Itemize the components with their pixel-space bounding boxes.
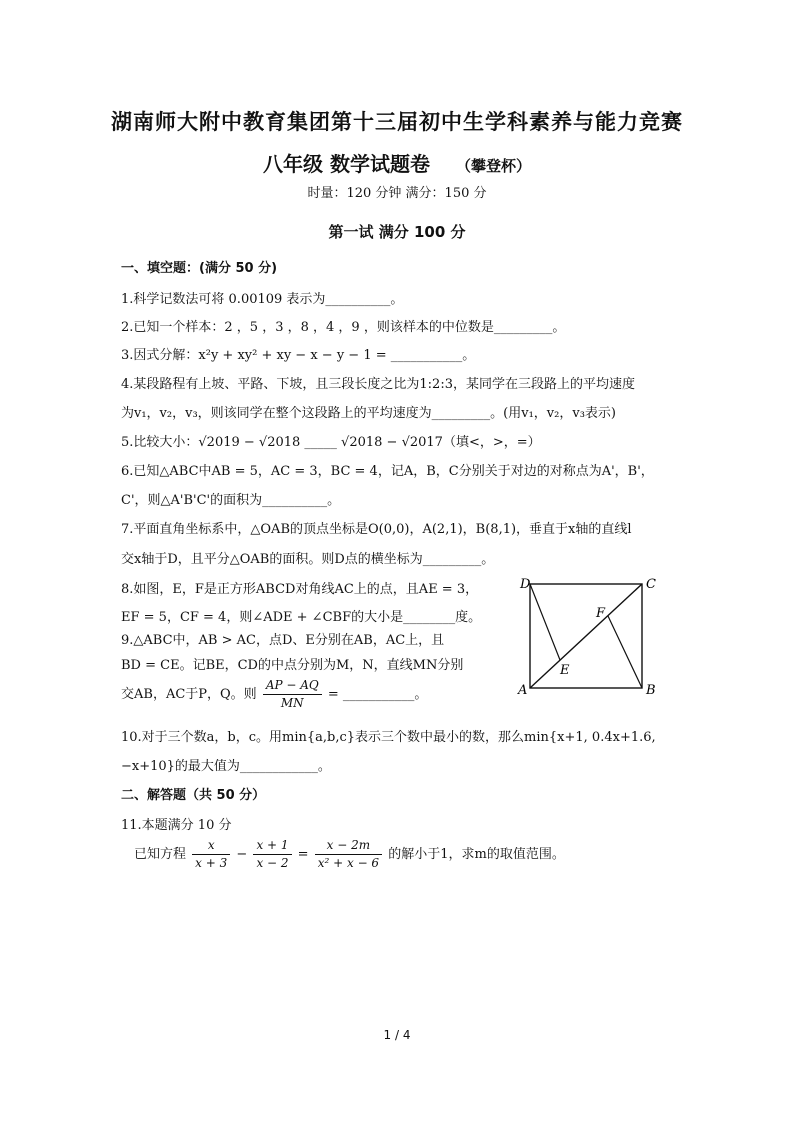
segment-de xyxy=(530,584,560,660)
label-c: C xyxy=(646,577,656,592)
label-f: F xyxy=(596,606,606,621)
question-10-line-2: −x+10}的最大值为____________。 xyxy=(121,759,331,774)
question-7-line-1: 7.平面直角坐标系中，△OAB的顶点坐标是O(0,0)，A(2,1)，B(8,1)，垂直于x轴的直线l xyxy=(121,522,632,537)
question-11-equation xyxy=(134,837,565,872)
q9-prefix: 交AB，AC于P，Q。则 xyxy=(121,687,257,702)
question-9-line-3 xyxy=(121,677,427,712)
q9-fraction xyxy=(263,677,322,712)
q11-minus: − xyxy=(236,847,248,862)
page-number: 1 / 4 xyxy=(383,1028,411,1042)
diagonal-ac xyxy=(530,584,642,688)
question-7-line-2: 交x轴于D，且平分△OAB的面积。则D点的横坐标为_________。 xyxy=(121,552,495,567)
q9-denominator: MN xyxy=(280,696,304,710)
grade-subject: 八年级 数学试题卷 xyxy=(263,152,430,176)
label-d: D xyxy=(520,577,531,592)
question-6-line-2: C'，则△A'B'C'的面积为__________。 xyxy=(121,493,341,508)
q11-frac-1-num: x xyxy=(192,837,230,855)
q11-equals: = xyxy=(297,847,309,862)
label-a: A xyxy=(518,683,528,698)
question-11-header: 11.本题满分 10 分 xyxy=(121,818,232,833)
part-heading: 第一试 满分 100 分 xyxy=(328,223,466,241)
segment-bf xyxy=(608,616,642,688)
question-6-line-1: 6.已知△ABC中AB = 5，AC = 3，BC = 4，记A，B，C分别关于对边的对称点为A'，B'， xyxy=(121,464,654,479)
q11-frac-2 xyxy=(253,837,291,872)
question-5: 5.比较大小：√2019 − √2018 _____ √2018 − √2017（填<，>，=） xyxy=(121,435,541,450)
square-figure xyxy=(512,570,672,700)
exam-subtitle xyxy=(0,148,794,177)
question-4-line-2: 为v₁，v₂，v₃，则该同学在整个这段路上的平均速度为_________。(用v₁，v₂，v₃表示) xyxy=(121,406,616,421)
cup-name: （攀登杯） xyxy=(455,157,531,175)
q11-suffix: 的解小于1，求m的取值范围。 xyxy=(388,847,565,862)
q11-frac-1 xyxy=(192,837,230,872)
section-solve: 二、解答题（共 50 分） xyxy=(121,788,266,803)
section-fill-blank: 一、填空题：(满分 50 分) xyxy=(121,261,278,276)
time-score: 时量：120 分钟 满分：150 分 xyxy=(307,186,487,201)
question-3: 3.因式分解：x²y + xy² + xy − x − y − 1 = ___________。 xyxy=(121,348,476,363)
q11-frac-3-num: x − 2m xyxy=(315,837,382,855)
question-8-line-2: EF = 5，CF = 4，则∠ADE + ∠CBF的大小是________度。 xyxy=(121,610,482,625)
q11-frac-2-num: x + 1 xyxy=(253,837,291,855)
q11-frac-3-den: x² + x − 6 xyxy=(317,856,380,870)
question-9-line-2: BD = CE。记BE，CD的中点分别为M，N，直线MN分别 xyxy=(121,658,464,673)
label-e: E xyxy=(560,663,570,678)
q11-frac-2-den: x − 2 xyxy=(256,856,289,870)
question-4-line-1: 4.某段路程有上坡、平路、下坡，且三段长度之比为1:2:3，某同学在三段路上的平均速度 xyxy=(121,377,635,392)
q11-prefix: 已知方程 xyxy=(134,847,187,862)
q9-suffix: = ___________。 xyxy=(327,687,428,702)
q9-numerator: AP − AQ xyxy=(263,677,322,695)
question-10-line-1: 10.对于三个数a，b，c。用min{a,b,c}表示三个数中最小的数，那么min{x+1, 0.4x+1.6, xyxy=(121,730,656,745)
question-8-line-1: 8.如图，E，F是正方形ABCD对角线AC上的点，且AE = 3， xyxy=(121,582,479,597)
label-b: B xyxy=(646,683,656,698)
q11-frac-3 xyxy=(315,837,382,872)
exam-title: 湖南师大附中教育集团第十三届初中生学科素养与能力竞赛 xyxy=(111,110,683,134)
question-2: 2.已知一个样本：2 ，5 ，3 ，8 ，4 ，9 ，则该样本的中位数是_________。 xyxy=(121,320,566,335)
q11-frac-1-den: x + 3 xyxy=(195,856,228,870)
question-1: 1.科学记数法可将 0.00109 表示为__________。 xyxy=(121,292,404,307)
question-9-line-1: 9.△ABC中，AB > AC，点D、E分别在AB，AC上，且 xyxy=(121,633,445,648)
